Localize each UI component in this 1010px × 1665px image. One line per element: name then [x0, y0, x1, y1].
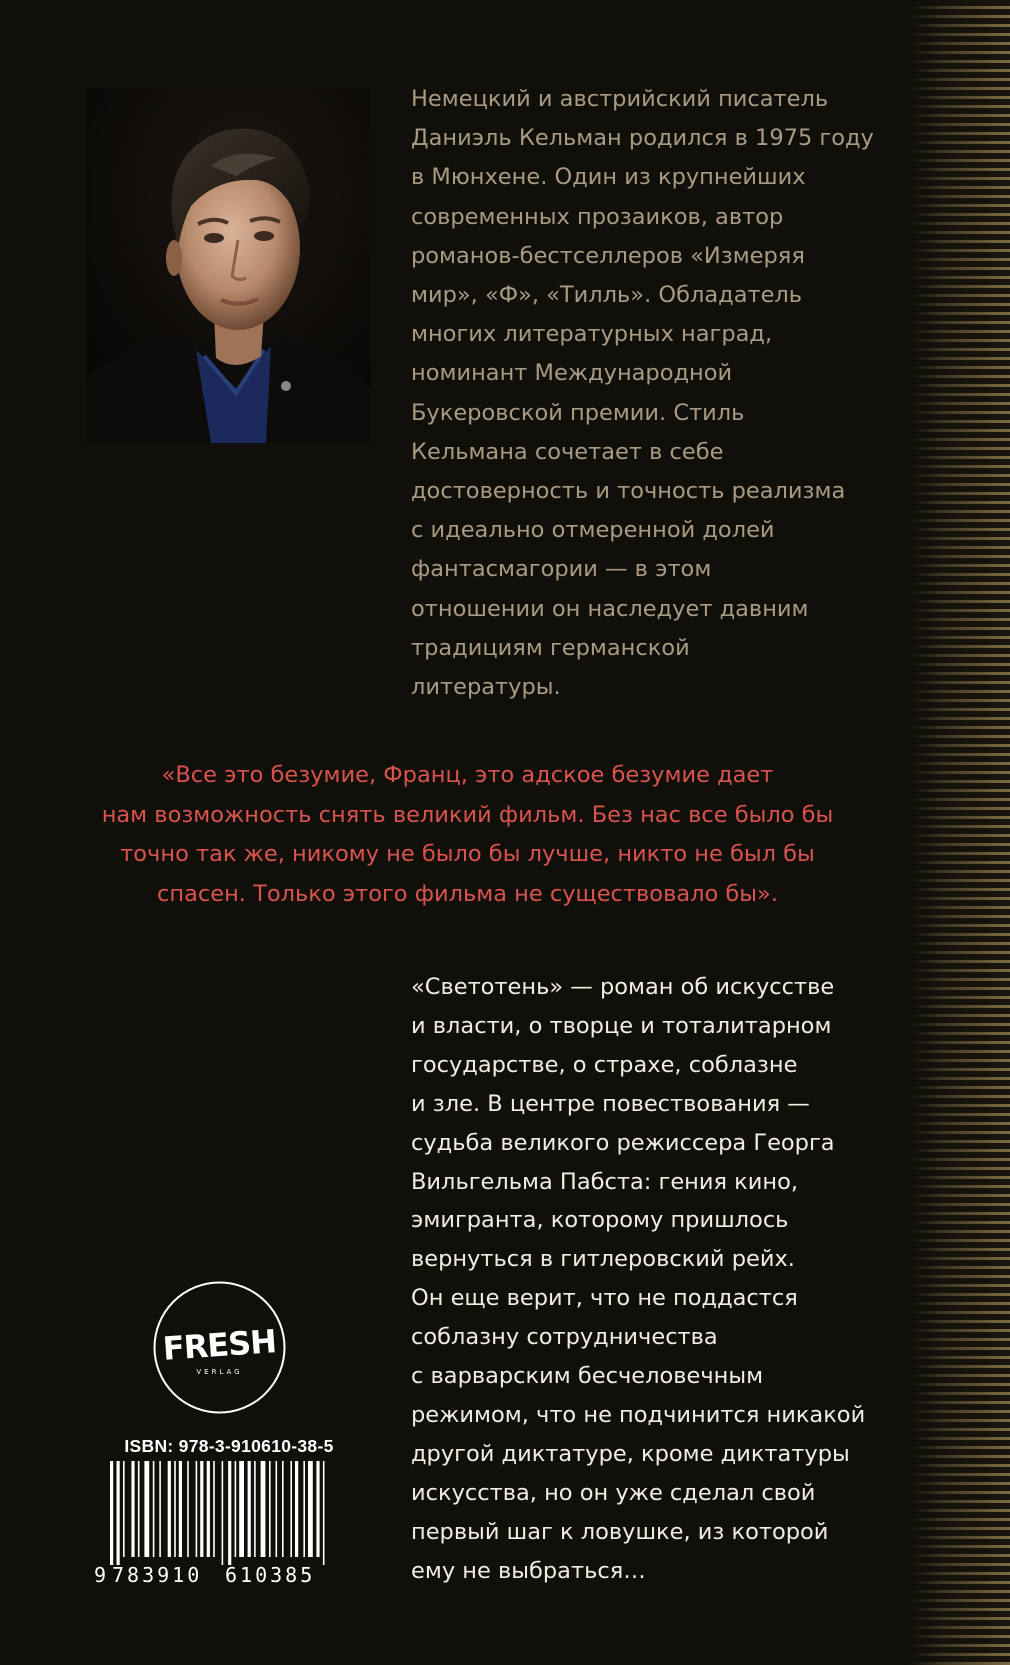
barcode-bar — [138, 1461, 140, 1557]
publisher-name: FRESH — [161, 1322, 278, 1368]
bio-line: современных прозаиков, автор — [411, 203, 784, 230]
quote-line: нам возможность снять великий фильм. Без нас все было бы — [101, 801, 834, 828]
barcode-bar — [207, 1461, 210, 1557]
decorative-stripes — [910, 0, 1010, 1665]
bio-line: Немецкий и австрийский писатель — [411, 86, 829, 112]
barcode-bar — [168, 1461, 171, 1557]
barcode-bar — [316, 1461, 319, 1557]
barcode-bar — [323, 1461, 325, 1565]
barcode-bar — [235, 1461, 237, 1557]
barcode-bar — [269, 1461, 271, 1557]
book-description — [411, 968, 896, 1591]
bio-line: мир», «Ф», «Тилль». Обладатель — [411, 282, 803, 309]
bio-line: традициям германской — [411, 634, 690, 661]
bio-line: с идеально отмеренной долей — [411, 517, 775, 544]
isbn-label: ISBN: 978-3-910610-38-5 — [124, 1436, 334, 1456]
barcode-bar — [110, 1461, 113, 1565]
barcode-bar — [187, 1461, 189, 1557]
description-line: соблазну сотрудничества — [411, 1324, 718, 1351]
barcode-digits-left: 783910 — [112, 1563, 203, 1586]
barcode-bar — [261, 1461, 266, 1557]
barcode-bar — [222, 1461, 224, 1565]
barcode-bar — [282, 1461, 284, 1557]
bio-line: в Мюнхене. Один из крупнейших — [411, 164, 806, 191]
description-line: судьба великого режиссера Георга — [411, 1129, 835, 1156]
bio-line: романов-бестселлеров «Измеряя — [411, 242, 805, 269]
description-line: «Светотень» — роман об искусстве — [411, 974, 835, 1000]
bio-line: Букеровской премии. Стиль — [411, 399, 745, 426]
description-line: режимом, что не подчинится никакой — [411, 1401, 866, 1428]
author-photo — [86, 88, 371, 443]
barcode-bar — [144, 1461, 149, 1557]
quote-line: «Все это безумие, Франц, это адское безумие дает — [161, 762, 774, 788]
description-line: эмигранта, которому пришлось — [411, 1207, 789, 1234]
barcode-bar — [276, 1461, 278, 1557]
bio-line: литературы. — [411, 674, 561, 701]
description-line: другой диктатуре, кроме диктатуры — [411, 1440, 850, 1467]
barcode-bar — [295, 1461, 298, 1557]
description-line: Вильгельма Пабста: гения кино, — [411, 1168, 799, 1195]
description-line: искусства, но он уже сделал свой — [411, 1479, 816, 1506]
barcode-bar — [200, 1461, 203, 1557]
description-line: вернуться в гитлеровский рейх. — [411, 1246, 795, 1273]
barcode-bar — [308, 1461, 313, 1557]
description-line: ему не выбраться… — [411, 1557, 646, 1584]
barcode-digits-right: 610385 — [225, 1563, 316, 1586]
publisher-subtitle: VERLAG — [196, 1368, 243, 1376]
barcode-bar — [153, 1461, 155, 1557]
description-line: с варварским бесчеловечным — [411, 1363, 764, 1390]
quote-line: спасен. Только этого фильма не существовало бы». — [157, 880, 778, 907]
barcode-bar — [239, 1461, 244, 1557]
barcode-bar — [228, 1461, 231, 1565]
barcode-bar — [117, 1461, 120, 1565]
quote-line: точно так же, никому не было бы лучше, никто не был бы — [120, 841, 815, 867]
publisher-logo — [152, 1280, 287, 1415]
author-bio — [411, 80, 911, 707]
barcode-bar — [159, 1461, 161, 1557]
barcode-bar — [174, 1461, 176, 1557]
barcode-bar — [254, 1461, 256, 1557]
description-line: Он еще верит, что не поддастся — [411, 1285, 798, 1312]
barcode-bar — [196, 1461, 198, 1557]
barcode-bar — [123, 1461, 125, 1557]
barcode-bar — [131, 1461, 134, 1557]
bio-line: номинант Международной — [411, 360, 733, 387]
description-line: первый шаг к ловушке, из которой — [411, 1518, 829, 1545]
barcode — [88, 1461, 348, 1586]
description-line: и власти, о творце и тоталитарном — [411, 1012, 832, 1039]
barcode-bar — [248, 1461, 251, 1557]
barcode-digit-first: 9 — [94, 1563, 107, 1586]
description-line: и зле. В центре повествования — — [411, 1090, 810, 1117]
bio-line: Даниэль Кельман родился в 1975 году — [411, 125, 874, 152]
pull-quote — [60, 756, 875, 914]
description-line: государстве, о страхе, соблазне — [411, 1051, 798, 1078]
barcode-bar — [290, 1461, 292, 1557]
bio-line: Кельмана сочетает в себе — [411, 438, 724, 465]
barcode-bar — [303, 1461, 305, 1557]
bio-line: многих литературных наград, — [411, 321, 773, 348]
barcode-bar — [213, 1461, 215, 1557]
bio-line: отношении он наследует давним — [411, 595, 809, 622]
bio-line: фантасмагории — в этом — [411, 556, 712, 583]
bio-line: достоверность и точность реализма — [411, 478, 846, 505]
barcode-bar — [179, 1461, 182, 1557]
